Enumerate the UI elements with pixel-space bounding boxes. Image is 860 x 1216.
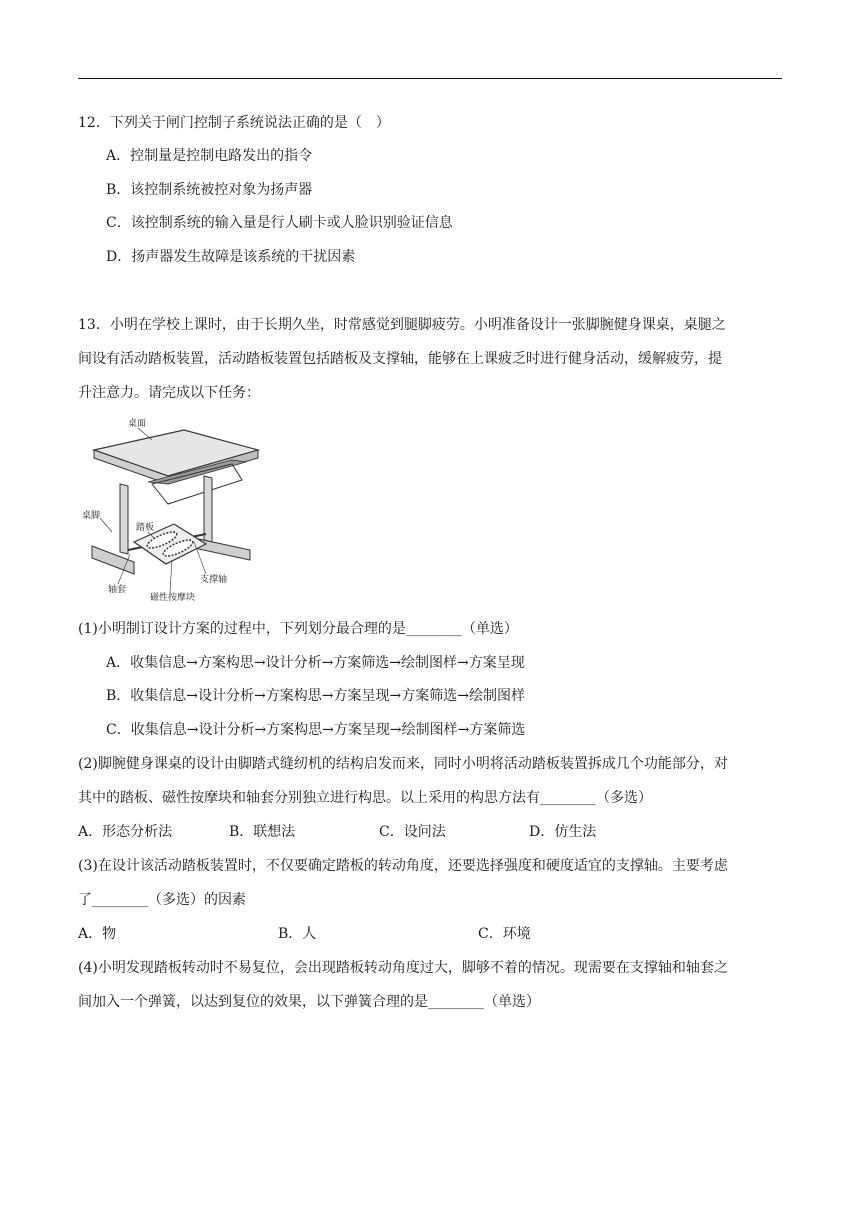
label-shaft: 支撑轴 (200, 575, 228, 585)
q13-intro-line-2: 间设有活动踏板装置，活动踏板装置包括踏板及支撑轴，能够在上课疲乏时进行健身活动，缓解疲劳，提 (78, 351, 722, 367)
q13-sub2-stem-line-1: (2)脚腕健身课桌的设计由脚踏式缝纫机的结构启发而来，同时小明将活动踏板装置拆成几个功能部分，对 (78, 756, 728, 772)
q12-option-a: A．控制量是控制电路发出的指令 (106, 148, 313, 164)
q13-sub3-option-b: B．人 (278, 926, 317, 942)
q12-stem: 12．下列关于闸门控制子系统说法正确的是（ ） (78, 115, 390, 131)
q13-sub2-option-d: D．仿生法 (529, 824, 597, 840)
q13-sub1-option-a: A．收集信息→方案构思→设计分析→方案筛选→绘制图样→方案呈现 (106, 655, 525, 671)
desk-figure (82, 414, 272, 604)
header-rule (78, 78, 782, 79)
q13-intro-line-3: 升注意力。请完成以下任务： (78, 385, 260, 401)
q13-sub4-stem-line-2: 间加入一个弹簧，以达到复位的效果，以下弹簧合理的是________（单选） (78, 994, 540, 1010)
q13-sub3-option-c: C．环境 (478, 926, 531, 942)
q12-option-b: B．该控制系统被控对象为扬声器 (106, 182, 313, 198)
q13-sub3-stem-line-2: 了________（多选）的因素 (78, 892, 246, 908)
q13-sub2-stem-line-2: 其中的踏板、磁性按摩块和轴套分别独立进行构思。以上采用的构思方法有________（多选） (78, 790, 652, 806)
q13-sub2-option-c: C．设问法 (379, 824, 446, 840)
label-sleeve: 轴套 (108, 585, 127, 595)
label-massage: 磁性按摩块 (150, 593, 196, 603)
q12-option-d: D．扬声器发生故障是该系统的干扰因素 (106, 249, 356, 265)
label-leg: 桌脚 (82, 511, 101, 521)
q13-sub2-option-a: A．形态分析法 (78, 824, 173, 840)
q13-sub1-option-c: C．收集信息→设计分析→方案构思→方案呈现→绘制图样→方案筛选 (106, 722, 526, 738)
q13-sub3-option-a: A．物 (78, 926, 117, 942)
label-pedal: 踏板 (136, 523, 155, 533)
q13-intro-line-1: 13．小明在学校上课时，由于长期久坐，时常感觉到腿脚疲劳。小明准备设计一张脚腕健身课桌，桌腿之 (78, 317, 726, 333)
q13-sub3-stem-line-1: (3)在设计该活动踏板装置时，不仅要确定踏板的转动角度，还要选择强度和硬度适宜的支撑轴。主要考虑 (78, 858, 728, 874)
q13-sub1-option-b: B．收集信息→设计分析→方案构思→方案呈现→方案筛选→绘制图样 (106, 688, 525, 704)
q12-option-c: C．该控制系统的输入量是行人刷卡或人脸识别验证信息 (106, 215, 453, 231)
label-desktop: 桌面 (128, 419, 147, 429)
q13-sub4-stem-line-1: (4)小明发现踏板转动时不易复位，会出现踏板转动角度过大，脚够不着的情况。现需要在支撑轴和轴套之 (78, 960, 728, 976)
q13-sub2-option-b: B．联想法 (229, 824, 296, 840)
q13-sub1-stem: (1)小明制订设计方案的过程中，下列划分最合理的是________（单选） (78, 621, 518, 637)
